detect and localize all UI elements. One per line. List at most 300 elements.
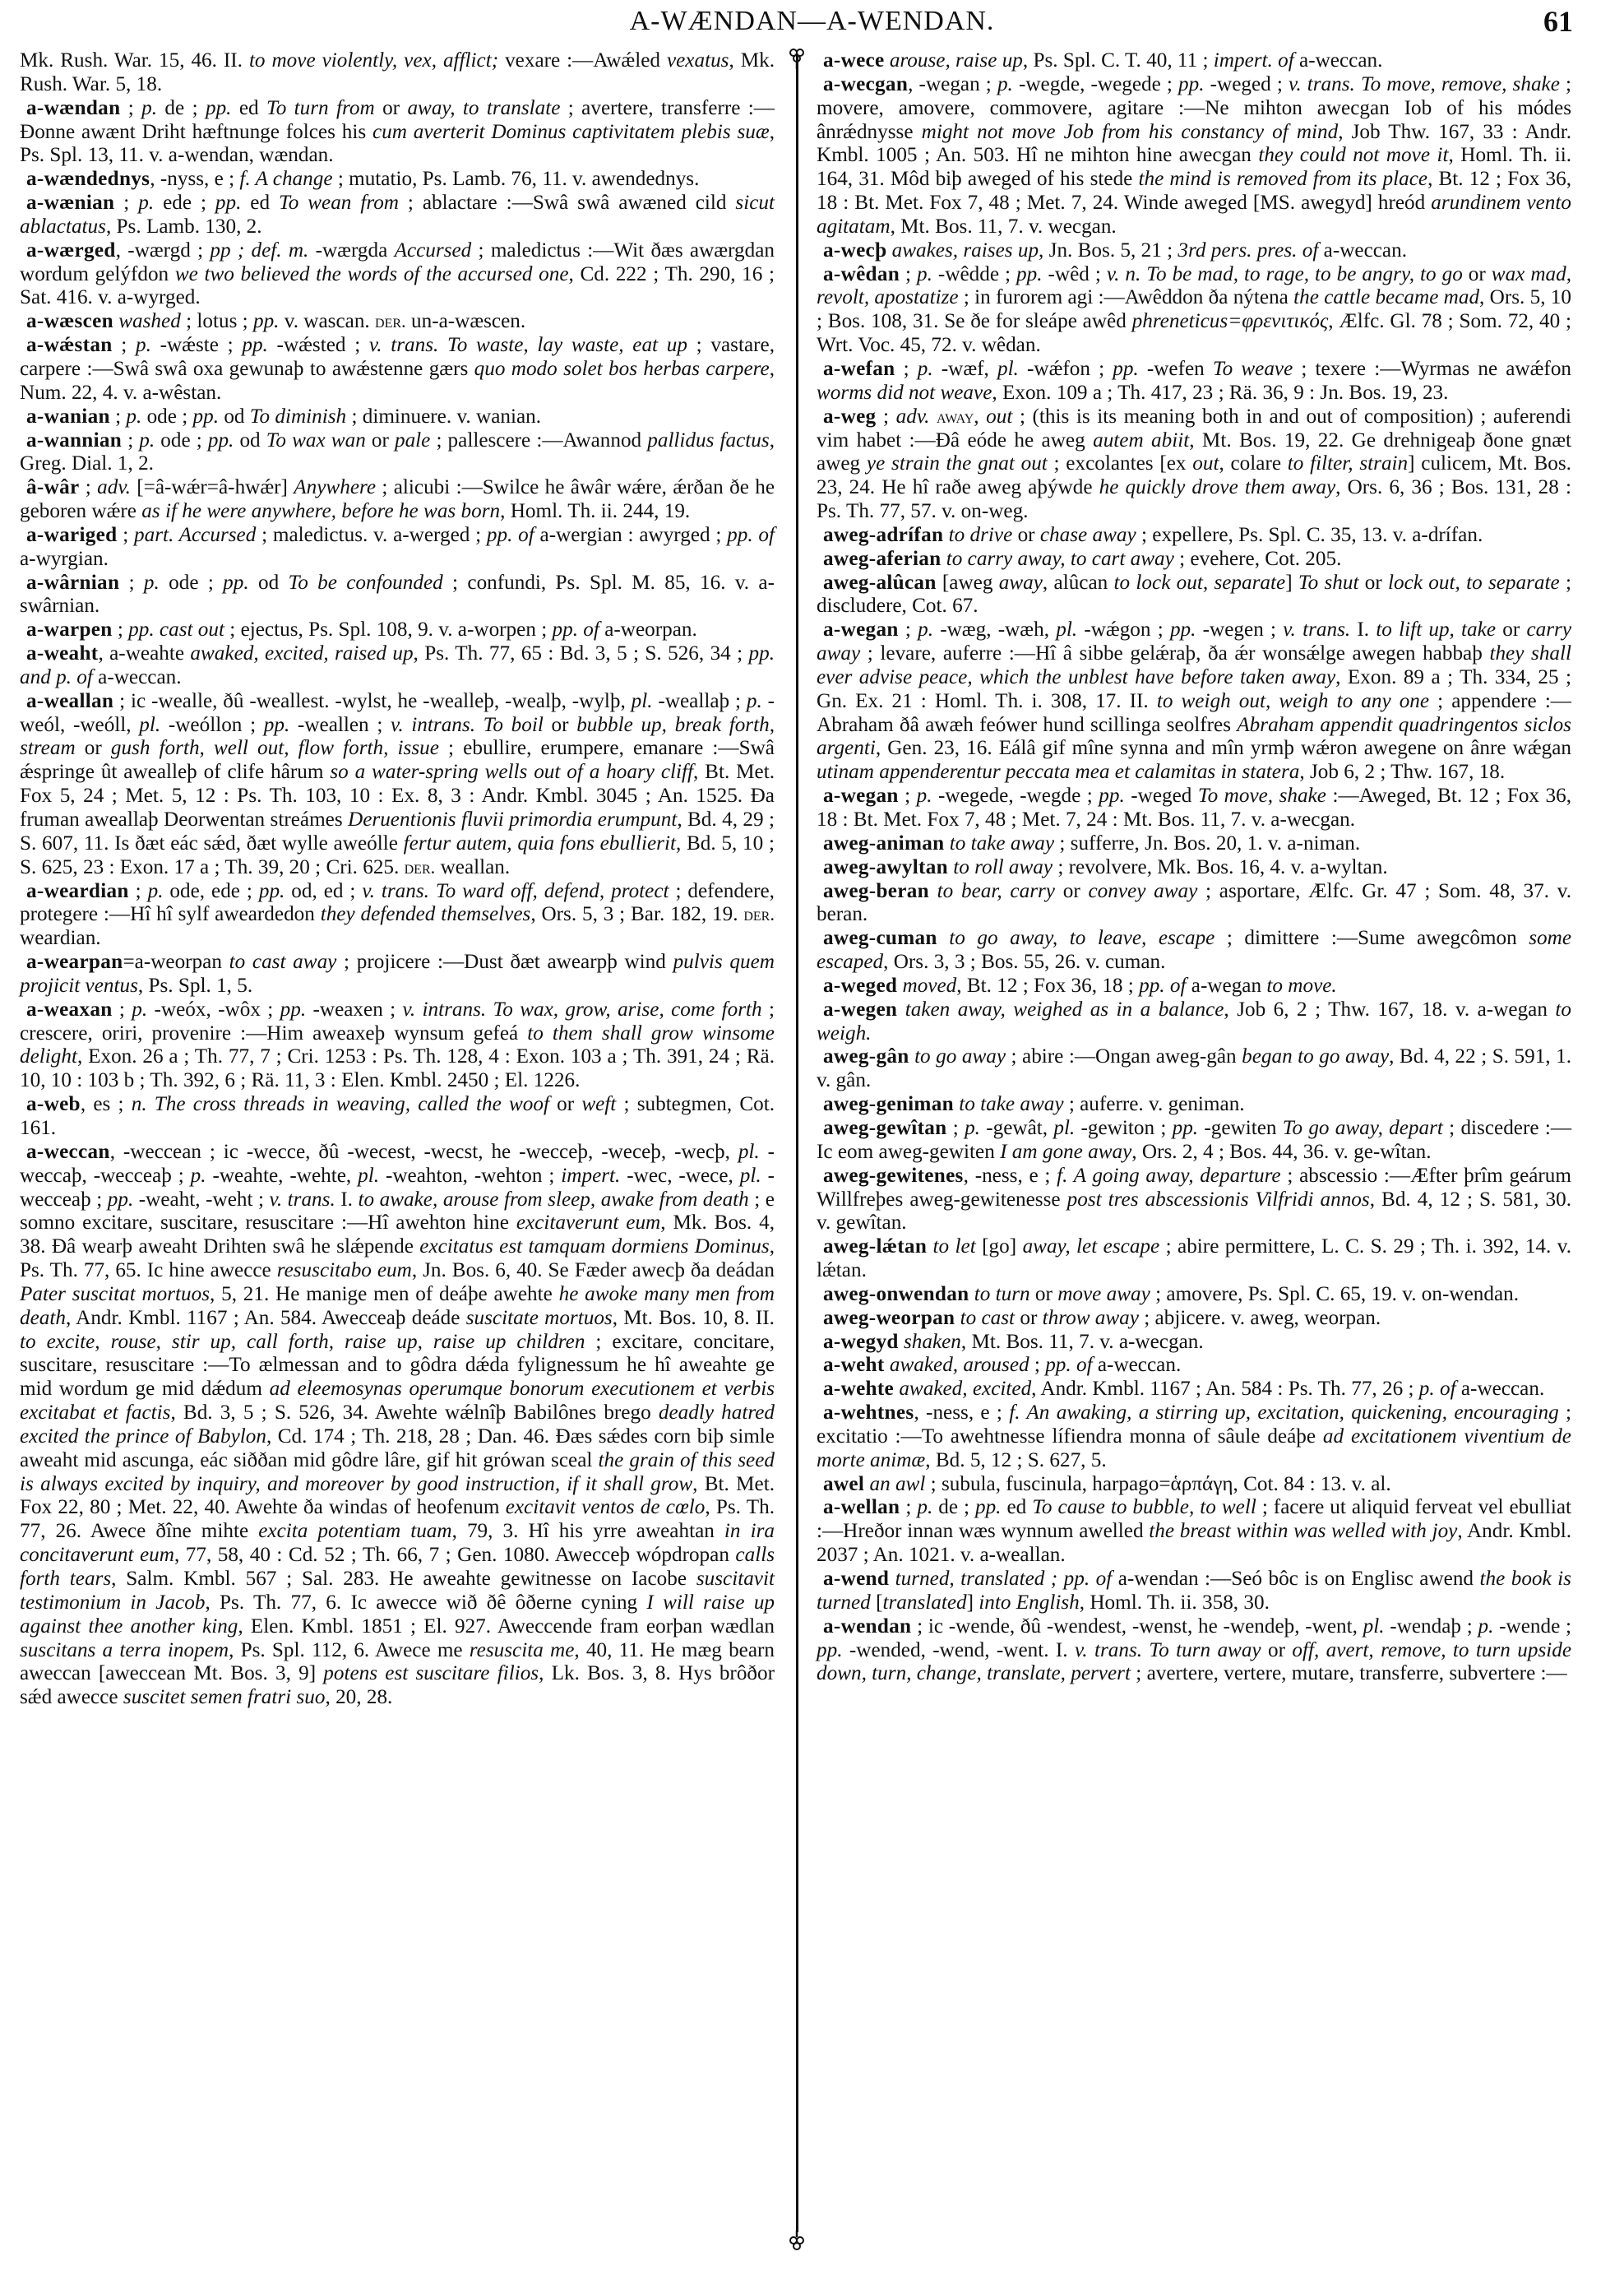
entry-text: ; dimittere :—Sume awegcômon — [1215, 927, 1529, 950]
entry-text: ; excitatio :—To awehtnesse lífiendra monna of sâule deáþe — [817, 1401, 1572, 1448]
entry-text: , Greg. Dial. 1, 2. — [20, 429, 775, 475]
italic-gloss: pp. — [107, 1188, 134, 1211]
italic-gloss: to them shall grow winsome delight — [20, 1022, 775, 1068]
entry-text: ] culicem, Mt. Bos. 23, 24. He hî raðe aweg aþýwde — [817, 452, 1571, 499]
small-caps-text: der. — [375, 311, 406, 332]
entry-text: -weaht, -weht ; — [133, 1188, 270, 1211]
headword: a-weged — [823, 974, 898, 997]
italic-gloss: p. — [138, 192, 155, 215]
entry-text: ; — [119, 571, 144, 594]
italic-gloss: arundinem vento agitatam — [817, 192, 1571, 238]
dictionary-entry — [817, 998, 1571, 1046]
entry-text: , Mt. Bos. 11, 7. v. a-wecgan. — [960, 1330, 1204, 1353]
italic-gloss: utinam appenderentur peccata mea et calamitas in statera — [817, 761, 1300, 784]
headword: aweg-animan — [823, 832, 945, 855]
italic-gloss: to filter, strain — [1287, 452, 1409, 475]
dictionary-entry — [20, 192, 775, 239]
entry-text: a-weccan. — [1293, 49, 1383, 72]
entry-text: ; in furorem agi :—Awêddon ða nýtena — [958, 286, 1294, 309]
entry-text: ; ic -wealle, ðû -weallest. -wylst, he -wealleþ, -wealþ, -wylþ, — [113, 689, 632, 712]
italic-gloss: suscitate mortuos — [465, 1306, 613, 1329]
italic-gloss: pp. — [1172, 1116, 1199, 1139]
dictionary-entry — [20, 168, 775, 192]
italic-gloss: pl. — [1056, 618, 1078, 642]
italic-gloss: washed — [118, 310, 181, 333]
italic-gloss: p. — [746, 689, 762, 712]
entry-text: I. — [1350, 618, 1376, 642]
italic-gloss: chase away — [1039, 523, 1136, 546]
dictionary-entry — [817, 1401, 1571, 1473]
italic-gloss: translated — [882, 1591, 967, 1614]
headword: a-wanian — [26, 405, 110, 428]
italic-gloss: suscitavit testimonium in Jacob — [20, 1568, 775, 1614]
entry-text: ; ebullire, erumpere, emanare :—Swâ ǽspringe ût awealleþ of clife hârum — [20, 737, 775, 784]
entry-text: or — [75, 737, 111, 760]
headword: aweg-cuman — [823, 927, 937, 950]
italic-gloss: taken away, weighed as in a balance — [905, 998, 1224, 1021]
entry-text: ; — [895, 357, 918, 380]
entry-text: , Elen. Kmbl. 1851 ; El. 927. Aweccende fram eorþan wædlan — [238, 1614, 775, 1638]
italic-gloss: cum averterit Dominus captivitatem plebis suæ — [372, 120, 770, 143]
entry-text: -wegede, -wegde ; — [932, 785, 1099, 808]
italic-gloss: resuscitabo eum — [276, 1259, 412, 1282]
italic-gloss: 3rd pers. pres. of — [1178, 239, 1319, 262]
italic-gloss: p. — [916, 785, 932, 808]
entry-text: -wêdde ; — [932, 262, 1017, 285]
italic-gloss: off, avert, remove, to turn upside down, turn, change, translate, pervert — [817, 1638, 1572, 1685]
entry-text: ; expellere, Ps. Spl. C. 35, 13. v. a-drífan. — [1136, 523, 1483, 546]
entry-text: , Mk. Bos. 4, 38. Ðâ wearþ aweaht Drihten swâ he slǽpende — [20, 1211, 775, 1258]
headword: a-weaht — [26, 642, 99, 665]
italic-gloss: p. — [132, 998, 148, 1021]
entry-text: de ; — [157, 96, 206, 119]
italic-gloss: p. — [126, 405, 142, 428]
entry-text: ed — [241, 192, 280, 215]
headword: a-wæscen — [26, 310, 113, 333]
entry-text: or — [1462, 262, 1492, 285]
headword: aweg-lǽtan — [823, 1235, 928, 1258]
italic-gloss: he quickly drove them away — [1099, 476, 1336, 499]
headword: a-wellan — [823, 1496, 900, 1519]
entry-text: ; confundi, Ps. Spl. M. 85, 16. v. a-swârnian. — [20, 571, 775, 618]
italic-gloss: potens est suscitare filios — [323, 1662, 539, 1685]
italic-gloss: f. A change — [239, 168, 333, 191]
entry-text: , Lk. Bos. 3, 8. Hys brôðor sǽd awecce — [20, 1662, 775, 1709]
italic-gloss: Deruentionis fluvii primordia erumpunt — [348, 808, 678, 831]
italic-gloss: they defended themselves — [320, 903, 531, 926]
entry-text: od — [248, 571, 289, 594]
entry-text: ; discludere, Cot. 67. — [817, 571, 1571, 618]
entry-text: ; — [122, 429, 140, 452]
headword: a-wegan — [823, 618, 899, 642]
dictionary-entry — [20, 618, 775, 642]
dictionary-entry — [817, 1473, 1571, 1497]
entry-text: , colare — [1219, 452, 1288, 475]
entry-text: ; subtegmen, Cot. 161. — [20, 1093, 775, 1139]
entry-text: , Num. 22, 4. v. a-wêstan. — [20, 357, 775, 404]
italic-gloss: away, let escape — [1022, 1235, 1160, 1258]
entry-text: ; — [120, 96, 142, 119]
entry-text: ; alicubi :—Swilce he âwâr wǽre, ǽrðan ðe he geboren wǽre — [20, 476, 775, 523]
entry-text: a-weorpan. — [599, 618, 697, 642]
entry-text: ; — [900, 262, 918, 285]
entry-text: or — [1029, 1282, 1058, 1305]
headword: a-wece — [823, 49, 885, 72]
italic-gloss: impert. of — [1213, 49, 1294, 72]
headword: a-wêdan — [823, 262, 900, 285]
italic-gloss: wax mad, revolt, apostatize — [817, 262, 1572, 309]
entry-text: , Job 6, 2 ; Thw. 167, 18. — [1299, 761, 1506, 784]
entry-text: or — [374, 96, 408, 119]
entry-text: ; defendere, protegere :—Hî hî sylf aweardedon — [20, 879, 775, 926]
italic-gloss: pp. — [215, 192, 242, 215]
italic-gloss: p. — [917, 357, 933, 380]
italic-gloss: pl. — [739, 1164, 761, 1187]
italic-gloss: pp. — [205, 96, 232, 119]
italic-gloss: worms did not weave — [817, 381, 992, 404]
italic-gloss: so a water-spring wells out of a hoary cliff — [330, 761, 693, 784]
entry-text — [929, 405, 937, 428]
italic-gloss: to move. — [1266, 974, 1337, 997]
entry-text: weallan. — [435, 855, 511, 878]
dictionary-entry — [20, 334, 775, 405]
entry-text: vexare :—Awǽled — [498, 49, 667, 72]
italic-gloss: p. of — [1418, 1378, 1456, 1401]
dictionary-entry — [817, 239, 1571, 263]
entry-text: ; amovere, Ps. Spl. C. 65, 19. v. on-wendan. — [1150, 1282, 1520, 1305]
entry-text: ; abire :—Ongan aweg-gân — [1006, 1045, 1242, 1068]
entry-text: -wegde, -wegede ; — [1012, 72, 1179, 95]
entry-text: ; abjicere. v. aweg, weorpan. — [1138, 1306, 1381, 1329]
dictionary-entry — [817, 73, 1571, 239]
entry-text: , alûcan — [1042, 571, 1114, 594]
dictionary-entry — [817, 358, 1571, 405]
italic-gloss: bubble up, break forth, stream — [20, 713, 775, 760]
dictionary-entry — [20, 880, 775, 952]
italic-gloss: p. — [139, 429, 155, 452]
italic-gloss: adv. — [97, 476, 131, 499]
headword: a-wehtnes — [823, 1401, 914, 1425]
entry-text: ; excolantes [ex — [1047, 452, 1193, 475]
headword: a-wecþ — [823, 239, 887, 262]
headword: aweg-onwendan — [823, 1282, 969, 1305]
entry-text: a-weccan. — [1455, 1378, 1545, 1401]
entry-text: , Ps. Lamb. 130, 2. — [105, 215, 262, 238]
entry-text: , 5, 21. He manige men of deáþe awehte — [210, 1282, 559, 1305]
entry-text: , 77, 58, 40 : Cd. 52 ; Th. 66, 7 ; Gen. 1080. Awecceþ wópdropan — [174, 1544, 736, 1567]
entry-text: , Ors. 5, 10 ; Bos. 108, 31. Se ðe for sleápe awêd — [817, 286, 1571, 333]
entry-text: ; levare, auferre :—Hî â sibbe gelǽraþ, ða ǽr wonsǽlge awegen habbaþ — [860, 642, 1490, 665]
entry-text: ; maledictus. v. a-werged ; — [256, 523, 487, 546]
italic-gloss: I will raise up against thee another king — [20, 1591, 775, 1638]
italic-gloss: To wean from — [279, 192, 399, 215]
entry-text: , Job Thw. 167, 33 : Andr. Kmbl. 1005 ; An. 503. Hî ne mihton hine awecgan — [817, 120, 1571, 167]
italic-gloss: in ira concitaverunt eum — [20, 1520, 775, 1567]
italic-gloss: ad excitationem viventium de morte animæ — [817, 1425, 1571, 1471]
italic-gloss: pp. — [207, 429, 234, 452]
entry-text: ; — [112, 618, 129, 642]
dictionary-entry — [20, 1093, 775, 1141]
entry-text: , -wærgd ; — [115, 239, 211, 262]
italic-gloss: pl. — [358, 1164, 380, 1187]
italic-gloss: suscitet semen fratri suo — [123, 1686, 326, 1709]
headword: a-wærged — [26, 239, 116, 262]
dictionary-entry — [817, 548, 1571, 572]
italic-gloss: To wax wan — [266, 429, 366, 452]
italic-gloss: to drive — [948, 523, 1013, 546]
italic-gloss: quo modo solet bos herbas carpere — [474, 357, 770, 380]
entry-text: ; pallescere :—Awannod — [430, 429, 648, 452]
entry-text: -gewât, — [979, 1116, 1054, 1139]
italic-gloss: to weigh. — [817, 998, 1572, 1045]
entry-text: ; lotus ; — [180, 310, 253, 333]
entry-text: a-wegan — [1186, 974, 1267, 997]
italic-gloss: gush forth, well out, flow forth, issue — [110, 737, 439, 760]
entry-text: ; — [112, 334, 136, 357]
dictionary-entry — [20, 951, 775, 998]
entry-text: or — [1012, 523, 1040, 546]
dictionary-entry — [20, 690, 775, 880]
entry-text: weardian. — [20, 927, 101, 950]
italic-gloss: shaken — [903, 1330, 961, 1353]
headword: a-weardian — [26, 879, 129, 902]
headword: a-wændednys — [26, 168, 150, 191]
entry-text: or — [1261, 1638, 1293, 1661]
entry-text: ; movere, amovere, commovere, agitare :—Ne mihton awecgan Iob of his módes ânrǽdnysse — [817, 72, 1572, 143]
italic-gloss: move away — [1057, 1282, 1150, 1305]
entry-text: -wærgda — [308, 239, 395, 262]
right-column — [817, 49, 1571, 1686]
entry-text: ; avertere, transferre :—Ðonne awænt Driht hæftnunge folces his — [20, 96, 775, 143]
entry-text: , Cd. 222 ; Th. 290, 16 ; Sat. 416. v. a-wyrged. — [20, 262, 775, 309]
entry-text: I. — [335, 1188, 359, 1211]
entry-text: ; (this is its meaning both in and out of composition) ; auferendi vim habet :—Ðâ eóde he aweg — [817, 405, 1572, 452]
entry-text: , 20, 28. — [325, 1686, 393, 1709]
entry-text: , -nyss, e ; — [150, 168, 240, 191]
entry-text: , a-weahte — [98, 642, 191, 665]
entry-text: , Ors. 2, 4 ; Bos. 44, 36. v. ge-wîtan. — [1131, 1140, 1432, 1163]
italic-gloss: pp. — [263, 713, 290, 736]
entry-text: ] — [1285, 571, 1298, 594]
entry-text: [aweg — [936, 571, 999, 594]
italic-gloss: pl. — [139, 713, 161, 736]
entry-text: -wǽgon ; — [1077, 618, 1170, 642]
italic-gloss: to take away — [959, 1093, 1064, 1116]
running-head: A-WÆNDAN—A-WENDAN. — [629, 6, 995, 36]
italic-gloss: out — [1192, 452, 1219, 475]
italic-gloss: p. — [141, 96, 158, 119]
entry-text: ; abscessio :—Æfter þrîm geárum Willfreþes aweg-gewitenesse — [817, 1164, 1571, 1211]
entry-text: de ; — [932, 1496, 975, 1519]
entry-text: ; vastare, carpere :—Swâ swâ oxa gewunaþ to awǽstenne gærs — [20, 334, 775, 380]
headword: aweg-alûcan — [823, 571, 937, 594]
dictionary-entry — [817, 524, 1571, 548]
entry-text: , Cd. 174 ; Th. 218, 28 ; Dan. 46. Ðæs sǽdes corn biþ simle aweaht mid ascunga, eác siððan mid gôdre lâre, gif hit grówan sceal — [20, 1425, 775, 1471]
entry-text: -wǽfon ; — [1018, 357, 1113, 380]
entry-text: , Ps. Th. 77, 6. Ic awecce wið ðê ôðerne cyning — [205, 1591, 647, 1614]
italic-gloss: began to go away — [1242, 1045, 1390, 1068]
entry-text: -wêd ; — [1042, 262, 1107, 285]
dictionary-entry — [20, 239, 775, 311]
entry-text: ; auferre. v. geniman. — [1063, 1093, 1245, 1116]
entry-text: -wecceaþ ; — [20, 1164, 775, 1211]
entry-text: , -ness, e ; — [914, 1401, 1010, 1425]
italic-gloss: the grain of this seed is always excited by inquiry, and moreover by good instruction, if it shall grow — [20, 1448, 775, 1495]
italic-gloss: awaked, aroused — [889, 1354, 1029, 1377]
dictionary-entry — [817, 618, 1571, 785]
headword: a-weht — [823, 1354, 885, 1377]
entry-text: ; asportare, Ælfc. Gr. 47 ; Som. 48, 37. v. beran. — [817, 879, 1572, 926]
dictionary-entry — [20, 405, 775, 429]
entry-text: , Ps. Spl. 112, 6. Awece me — [229, 1638, 470, 1661]
italic-gloss: turned, translated ; pp. of — [895, 1568, 1113, 1590]
headword: a-wariged — [26, 523, 118, 546]
headword: a-wǽstan — [26, 334, 113, 357]
entry-text: ; — [900, 1496, 918, 1519]
dictionary-entry — [817, 572, 1571, 619]
entry-text: a-weccan. — [92, 665, 182, 688]
italic-gloss: v. trans. To move, remove, shake — [1289, 72, 1560, 95]
entry-text: ; — [109, 405, 127, 428]
headword: a-warpen — [26, 618, 113, 642]
italic-gloss: to take away — [949, 832, 1055, 855]
entry-text: ode ; — [155, 429, 208, 452]
dictionary-entry — [817, 263, 1571, 358]
italic-gloss: excitatus est tamquam dormiens Dominus — [419, 1235, 770, 1258]
entry-text: :—Aweged, Bt. 12 ; Fox 36, 18 : Bt. Met. Fox 7, 48 ; Met. 7, 24 : Mt. Bos. 11, 7. v. a-wecgan. — [817, 785, 1571, 831]
italic-gloss: moved — [902, 974, 957, 997]
entry-text: ; — [114, 192, 139, 215]
italic-gloss: to move violently, vex, afflict; — [248, 49, 499, 72]
entry-text: ; — [898, 618, 918, 642]
headword: aweg-gân — [823, 1045, 909, 1068]
headword: a-wend — [823, 1568, 890, 1590]
entry-text: od — [219, 405, 250, 428]
italic-gloss: they could not move it — [1258, 144, 1449, 167]
entry-text: ; — [946, 1116, 965, 1139]
entry-text: od — [234, 429, 266, 452]
italic-gloss: To weave — [1212, 357, 1293, 380]
dictionary-entry — [817, 1093, 1571, 1117]
italic-gloss: to excite, rouse, stir up, call forth, raise up, raise up children — [20, 1330, 585, 1353]
headword: aweg-geniman — [823, 1093, 954, 1116]
italic-gloss: pp. — [1099, 785, 1125, 808]
dictionary-entry — [817, 1165, 1571, 1236]
italic-gloss: p. — [918, 618, 933, 642]
dictionary-entry — [817, 1354, 1571, 1378]
entry-text: , Homl. Th. ii. 358, 30. — [1079, 1591, 1270, 1614]
entry-text: , Ps. Spl. C. T. 40, 11 ; — [1022, 49, 1214, 72]
headword: a-weccan — [26, 1140, 110, 1163]
entry-text: ; — [79, 476, 98, 499]
entry-text: ; abire permittere, L. C. S. 29 ; Th. i. 392, 14. v. lǽtan. — [817, 1235, 1571, 1282]
entry-text: ; excitare, concitare, suscitare, resuscitare :—To ælmessan and to gôdra dǽda fylignessum he hî aweahte ge mid wordum ge mid dǽdum — [20, 1330, 775, 1401]
entry-text: [=â-wǽr=â-hwǽr] — [130, 476, 294, 499]
page-number: 61 — [1543, 5, 1573, 38]
entry-text: , Andr. Kmbl. 1167 ; An. 584. Awecceaþ deáde — [65, 1306, 466, 1329]
entry-text: -weged — [1124, 785, 1198, 808]
entry-text: =a-weorpan — [123, 951, 229, 974]
dictionary-entry — [817, 1235, 1571, 1283]
entry-text: ; texere :—Wyrmas ne awǽfon — [1293, 357, 1572, 380]
italic-gloss: To diminish — [249, 405, 347, 428]
headword: aweg-gewitenes — [823, 1164, 964, 1187]
italic-gloss: adv. — [895, 405, 930, 428]
entry-text: -weccaþ, -wecceaþ ; — [20, 1140, 775, 1187]
italic-gloss: fertur autem, quia fons ebullierit — [403, 832, 676, 855]
entry-text: a-wyrgian. — [20, 547, 109, 570]
dictionary-entry — [20, 1141, 775, 1710]
italic-gloss: the mind is removed from its place — [1138, 168, 1428, 191]
italic-gloss: p. — [143, 571, 160, 594]
headword: a-wænian — [26, 192, 115, 215]
entry-text: -wec, -wece, — [620, 1164, 740, 1187]
entry-text: ; appendere :—Abraham ðâ awæh feówer hund scillinga seolfres — [817, 689, 1571, 736]
italic-gloss: some escaped — [817, 927, 1571, 974]
entry-text: , Andr. Kmbl. 2037 ; An. 1021. v. a-weallan. — [817, 1520, 1572, 1567]
entry-text: , Bd. 4, 12 ; S. 581, 30. v. gewîtan. — [817, 1188, 1571, 1235]
italic-gloss: p. — [1478, 1614, 1494, 1638]
entry-text: or — [1496, 618, 1527, 642]
entry-text: [ — [870, 1591, 883, 1614]
entry-text: -weól, -weóll, — [20, 689, 775, 736]
italic-gloss: arouse, raise up — [889, 49, 1023, 72]
entry-text: od, ed ; — [285, 879, 363, 902]
italic-gloss: pp ; def. m. — [210, 239, 309, 262]
italic-gloss: throw away — [1042, 1306, 1139, 1329]
entry-text: or — [365, 429, 395, 452]
italic-gloss: an awl — [869, 1472, 926, 1495]
entry-text: or — [1015, 1306, 1043, 1329]
entry-text: ] — [966, 1591, 979, 1614]
small-caps-text: away — [937, 405, 974, 427]
headword: a-wecgan — [823, 72, 909, 95]
entry-text: ; mutatio, Ps. Lamb. 76, 11. v. awendednys. — [332, 168, 700, 191]
left-column — [20, 49, 775, 1710]
entry-text: [go] — [975, 1235, 1023, 1258]
dictionary-entry — [817, 1307, 1571, 1331]
headword: a-wearpan — [26, 951, 123, 974]
italic-gloss: as if he were anywhere, before he was born — [141, 500, 501, 523]
italic-gloss: ad eleemosynas operumque bonorum executionem et verbis excitabat et factis — [20, 1378, 775, 1425]
entry-text: -weallen ; — [289, 713, 391, 736]
italic-gloss: v. trans. To turn away — [1074, 1638, 1261, 1661]
italic-gloss: pp. of — [1045, 1354, 1093, 1377]
dictionary-entry — [817, 1568, 1571, 1615]
dictionary-entry — [817, 832, 1571, 856]
italic-gloss: to let — [932, 1235, 976, 1258]
italic-gloss: to awake, arouse from sleep, awake from death — [358, 1188, 749, 1211]
headword: a-wegen — [823, 998, 898, 1021]
dictionary-entry — [817, 856, 1571, 880]
italic-gloss: to lift up, take — [1376, 618, 1497, 642]
italic-gloss: deadly hatred excited the prince of Babylon — [20, 1401, 775, 1448]
dictionary-entry — [817, 1378, 1571, 1401]
italic-gloss: to turn — [974, 1282, 1030, 1305]
italic-gloss: pl. — [997, 357, 1019, 380]
italic-gloss: pp. — [192, 405, 220, 428]
entry-text: , Bt. Met. Fox 22, 80 ; Met. 22, 40. Awehte ða windas of heofenum — [20, 1472, 775, 1519]
italic-gloss: awaked, excited, raised up — [190, 642, 414, 665]
entry-text: , -weccean ; ic -wecce, ðû -wecest, -wecst, he -wecceþ, -weceþ, -wecþ, — [109, 1140, 738, 1163]
italic-gloss: they shall ever advise peace, which the unblest have before taken away — [817, 642, 1572, 688]
entry-text: ; subula, fuscinula, harpago=ἁρπάγη, Cot. 84 : 13. v. al. — [925, 1472, 1391, 1495]
italic-gloss: autem abiit — [1093, 429, 1190, 452]
italic-gloss: To cause to bubble, to well — [1032, 1496, 1256, 1519]
italic-gloss: to cast — [960, 1306, 1016, 1329]
dictionary-entry — [20, 97, 775, 169]
italic-gloss: To shut — [1298, 571, 1359, 594]
